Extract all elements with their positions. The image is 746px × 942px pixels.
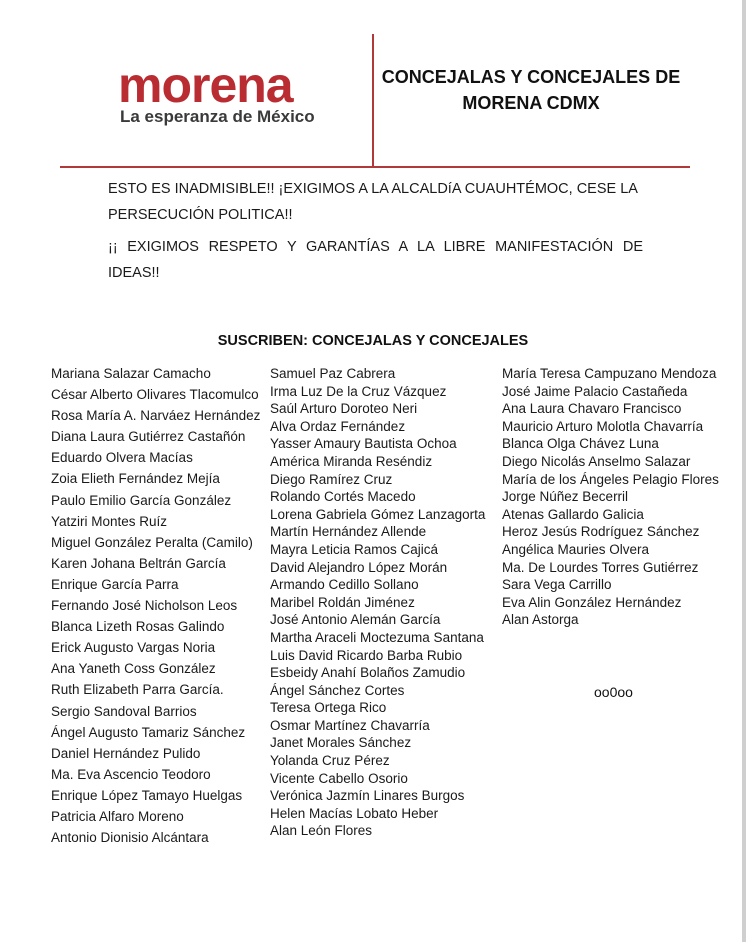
subscribe-heading: SUSCRIBEN: CONCEJALAS Y CONCEJALES <box>217 333 529 349</box>
signatory-name: Paulo Emilio García González <box>51 492 232 508</box>
end-mark: oo0oo <box>594 684 633 700</box>
signatory-name: Miguel González Peralta (Camilo) <box>51 534 253 550</box>
signatories-column-1 <box>51 363 260 848</box>
signatory-name: Ruth Elizabeth Parra García. <box>51 682 224 698</box>
signatory-name: Teresa Ortega Rico <box>270 700 387 716</box>
signatory-name: María de los Ángeles Pelagio Flores <box>502 471 719 487</box>
signatory-name: Luis David Ricardo Barba Rubio <box>270 647 463 663</box>
statement-paragraph-2: ¡¡ EXIGIMOS RESPETO Y GARANTÍAS A LA LIBRE MANIFESTACIÓN DE IDEAS!! <box>108 239 643 281</box>
signatory-name: Yolanda Cruz Pérez <box>270 753 390 769</box>
statement-paragraph-1: ESTO ES INADMISIBLE!! ¡EXIGIMOS A LA ALCALDíA CUAUHTÉMOC, CESE LA PERSECUCIÓN POLITICA!! <box>108 181 638 223</box>
signatory-name: Patricia Alfaro Moreno <box>51 808 184 824</box>
document-title-line2: MORENA CDMX <box>462 93 600 113</box>
signatory-name: Armando Cedillo Sollano <box>270 577 419 593</box>
signatory-name: Enrique López Tamayo Huelgas <box>51 787 243 803</box>
signatory-name: David Alejandro López Morán <box>270 559 448 575</box>
signatory-name: Ángel Sánchez Cortes <box>270 682 405 698</box>
signatory-name: María Teresa Campuzano Mendoza <box>502 366 717 381</box>
signatory-name: Janet Morales Sánchez <box>270 735 412 751</box>
signatory-name: Alan Astorga <box>502 612 579 628</box>
signatory-name: Rolando Cortés Macedo <box>270 489 416 505</box>
party-logo-wordmark: morena <box>118 57 293 113</box>
signatory-name: Eva Alin González Hernández <box>502 594 682 610</box>
signatory-name: Zoia Elieth Fernández Mejía <box>51 471 220 487</box>
signatory-name: Blanca Olga Chávez Luna <box>502 436 659 452</box>
signatory-name: Irma Luz De la Cruz Vázquez <box>270 383 447 399</box>
signatory-name: Jorge Núñez Becerril <box>502 489 629 505</box>
signatory-name: Maribel Roldán Jiménez <box>270 594 415 610</box>
signatory-name: Alva Ordaz Fernández <box>270 418 406 434</box>
page-edge <box>742 0 746 942</box>
signatory-name: Enrique García Parra <box>51 576 179 592</box>
document-title <box>376 64 686 116</box>
party-logo-tagline: La esperanza de México <box>120 107 315 126</box>
signatory-name: Samuel Paz Cabrera <box>270 366 396 381</box>
signatory-name: Diego Ramírez Cruz <box>270 471 393 487</box>
header-divider-horizontal <box>60 166 690 168</box>
signatory-name: Martín Hernández Allende <box>270 524 427 540</box>
signatory-name: Sergio Sandoval Barrios <box>51 703 197 719</box>
signatory-name: Mauricio Arturo Molotla Chavarría <box>502 418 704 434</box>
signatory-name: Diana Laura Gutiérrez Castañón <box>51 429 246 445</box>
signatory-name: Blanca Lizeth Rosas Galindo <box>51 619 225 635</box>
signatory-name: Saúl Arturo Doroteo Neri <box>270 401 418 417</box>
signatories-column-3 <box>502 365 719 629</box>
signatory-name: Karen Johana Beltrán García <box>51 555 226 571</box>
signatory-name: César Alberto Olivares Tlacomulco <box>51 387 259 403</box>
signatory-name: Atenas Gallardo Galicia <box>502 506 644 522</box>
signatory-name: José Jaime Palacio Castañeda <box>502 383 688 399</box>
signatory-name: Yasser Amaury Bautista Ochoa <box>270 436 457 452</box>
signatory-name: Sara Vega Carrillo <box>502 577 612 593</box>
signatory-name: Diego Nicolás Anselmo Salazar <box>502 453 691 469</box>
signatory-name: Erick Augusto Vargas Noria <box>51 640 216 656</box>
signatory-name: Alan León Flores <box>270 823 373 839</box>
signatory-name: Heroz Jesús Rodríguez Sánchez <box>502 524 700 540</box>
signatory-name: Antonio Dionisio Alcántara <box>51 830 209 846</box>
signatory-name: Ana Laura Chavaro Francisco <box>502 401 682 417</box>
signatory-name: Mariana Salazar Camacho <box>51 366 211 381</box>
signatory-name: Eduardo Olvera Macías <box>51 450 193 466</box>
signatory-name: Martha Araceli Moctezuma Santana <box>270 629 484 645</box>
signatory-name: Yatziri Montes Ruíz <box>51 513 168 529</box>
signatory-name: Fernando José Nicholson Leos <box>51 598 238 614</box>
signatory-name: Ángel Augusto Tamariz Sánchez <box>51 724 246 740</box>
signatory-name: Ana Yaneth Coss González <box>51 661 216 677</box>
signatory-name: Osmar Martínez Chavarría <box>270 717 430 733</box>
signatory-name: Angélica Mauries Olvera <box>502 541 650 557</box>
signatory-name: Lorena Gabriela Gómez Lanzagorta <box>270 506 486 522</box>
document-title-line1: CONCEJALAS Y CONCEJALES DE <box>381 67 681 87</box>
signatory-name: Mayra Leticia Ramos Cajicá <box>270 541 439 557</box>
header-divider-vertical <box>372 34 374 167</box>
signatory-name: Vicente Cabello Osorio <box>270 770 408 786</box>
signatory-name: Ma. Eva Ascencio Teodoro <box>51 766 211 782</box>
signatory-name: Verónica Jazmín Linares Burgos <box>270 788 465 804</box>
signatory-name: Esbeidy Anahí Bolaños Zamudio <box>270 665 466 681</box>
signatory-name: Rosa María A. Narváez Hernández <box>51 408 261 424</box>
signatory-name: América Miranda Reséndiz <box>270 453 433 469</box>
signatories-column-2 <box>270 365 485 840</box>
signatory-name: Ma. De Lourdes Torres Gutiérrez <box>502 559 699 575</box>
signatory-name: José Antonio Alemán García <box>270 612 441 628</box>
signatory-name: Helen Macías Lobato Heber <box>270 805 439 821</box>
signatory-name: Daniel Hernández Pulido <box>51 745 201 761</box>
